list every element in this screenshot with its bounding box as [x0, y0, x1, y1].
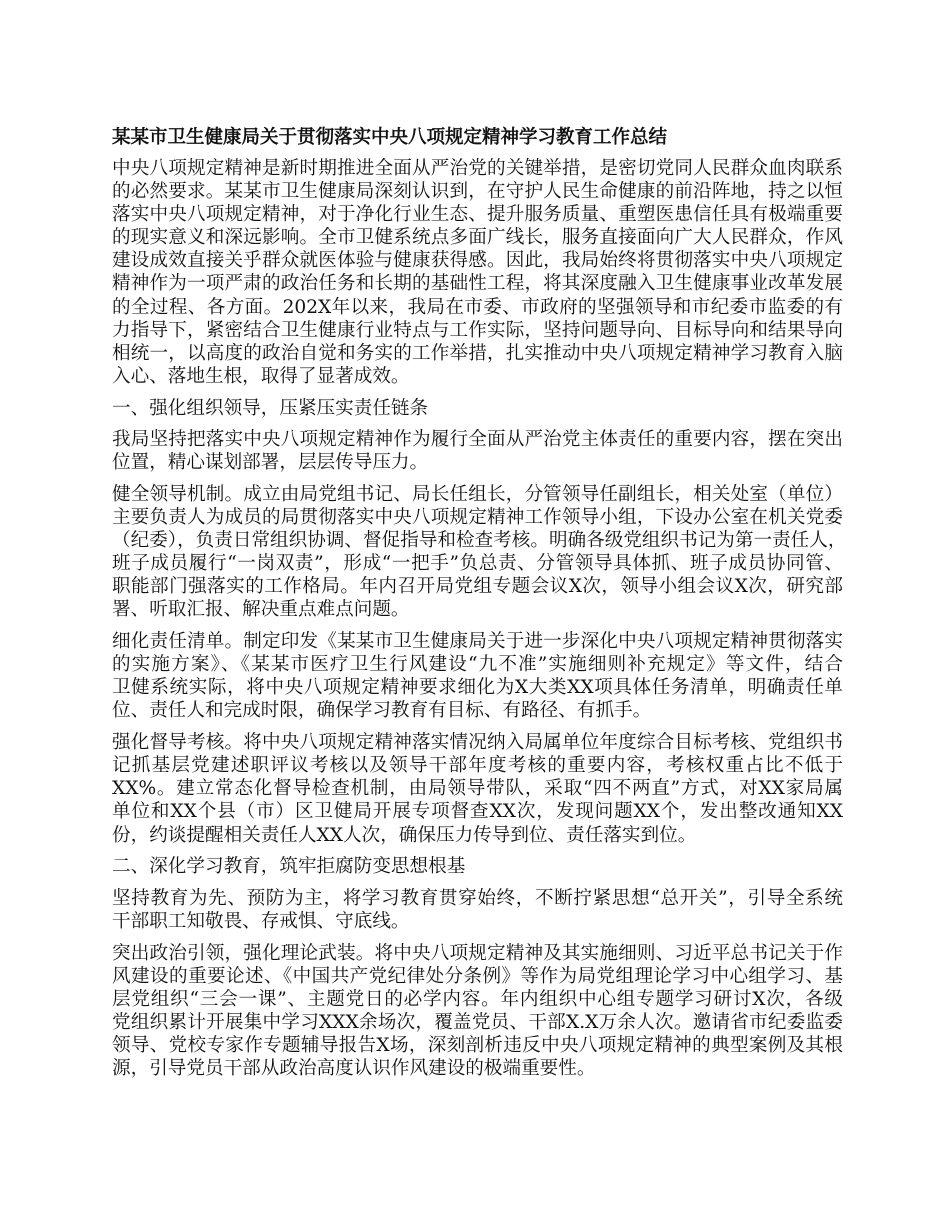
paragraph	[112, 731, 843, 846]
paragraph-line: 位、责任人和完成时限，确保学习教育有目标、有路径、有抓手。	[112, 700, 652, 722]
paragraph-line: 班子成员履行“一岗双责”，形成“一把手”负总责、分管领导具体抓、班子成员协同管、	[112, 553, 843, 575]
paragraph-line: 的全过程、各方面。202X年以来，我局在市委、市政府的坚强领导和市纪委市监委的有	[112, 296, 843, 318]
paragraph-line: 主要负责人为成员的局贯彻落实中央八项规定精神工作领导小组，下设办公室在机关党委	[112, 507, 843, 529]
paragraph-line: （纪委），负责日常组织协调、督促指导和检查考核。明确各级党组织书记为第一责任人，	[112, 530, 847, 552]
paragraph	[112, 428, 843, 474]
paragraph	[112, 942, 843, 1081]
heading-text: 二、深化学习教育，筑牢拒腐防变思想根基	[112, 856, 466, 878]
paragraph	[112, 887, 843, 933]
paragraph-line: 署、听取汇报、解决重点难点问题。	[112, 599, 410, 621]
paragraph-line: 单位和XX个县（市）区卫健局开展专项督查XX次，发现问题XX个，发出整改通知XX	[112, 801, 843, 823]
paragraph-line: 卫健系统实际，将中央八项规定精神要求细化为X大类XX项具体任务清单，明确责任单	[112, 677, 843, 699]
document-body	[112, 157, 847, 1080]
paragraph-line: 记抓基层党建述职评议考核以及领导干部年度考核的重要内容，考核权重占比不低于	[112, 755, 843, 777]
paragraph-line: 党组织累计开展集中学习XXX余场次，覆盖党员、干部X.X万余人次。邀请省市纪委监委	[112, 1011, 843, 1033]
paragraph-line: 建设成效直接关乎群众就医体验与健康获得感。因此，我局始终将贯彻落实中央八项规定	[112, 250, 843, 272]
paragraph-line: 的必然要求。某某市卫生健康局深刻认识到，在守护人民生命健康的前沿阵地，持之以恒	[112, 181, 843, 203]
paragraph-line: 层党组织“三会一课”、主题党日的必学内容。年内组织中心组专题学习研讨X次，各级	[112, 988, 843, 1010]
heading-text: 一、强化组织领导，压紧压实责任链条	[112, 397, 429, 419]
paragraph-line: 的现实意义和深远影响。全市卫健系统点多面广线长，服务直接面向广大人民群众，作风	[112, 227, 843, 249]
section-heading	[112, 397, 843, 420]
paragraph-line: 突出政治引领，强化理论武装。将中央八项规定精神及其实施细则、习近平总书记关于作	[112, 942, 843, 964]
paragraph-line: 细化责任清单。制定印发《某某市卫生健康局关于进一步深化中央八项规定精神贯彻落实	[112, 631, 843, 653]
paragraph-line: 相统一，以高度的政治自觉和务实的工作举措，扎实推动中央八项规定精神学习教育入脑	[112, 342, 843, 364]
paragraph	[112, 483, 847, 622]
paragraph-line: XX%。建立常态化督导检查机制，由局领导带队，采取“四不两直”方式，对XX家局属	[112, 778, 843, 800]
paragraph-line: 中央八项规定精神是新时期推进全面从严治党的关键举措，是密切党同人民群众血肉联系	[112, 158, 843, 179]
paragraph-line: 我局坚持把落实中央八项规定精神作为履行全面从严治党主体责任的重要内容，摆在突出	[112, 429, 843, 451]
paragraph-line: 力指导下，紧密结合卫生健康行业特点与工作实际，坚持问题导向、目标导向和结果导向	[112, 319, 843, 341]
paragraph	[112, 630, 843, 722]
paragraph-line: 位置，精心谋划部署，层层传导压力。	[112, 452, 429, 474]
paragraph-line: 职能部门强落实的工作格局。年内召开局党组专题会议X次，领导小组会议X次，研究部	[112, 576, 843, 598]
paragraph-line: 风建设的重要论述、《中国共产党纪律处分条例》等作为局党组理论学习中心组学习、基	[112, 965, 843, 987]
paragraph-line: 的实施方案》、《某某市医疗卫生行风建设“九不准”实施细则补充规定》等文件，结合	[112, 654, 843, 676]
paragraph-line: 健全领导机制。成立由局党组书记、局长任组长，分管领导任副组长，相关处室（单位）	[112, 484, 843, 505]
paragraph-line: 强化督导考核。将中央八项规定精神落实情况纳入局属单位年度综合目标考核、党组织书	[112, 732, 843, 754]
document-page	[112, 126, 847, 1080]
paragraph-line: 入心、落地生根，取得了显著成效。	[112, 365, 410, 387]
paragraph-line: 源，引导党员干部从政治高度认识作风建设的极端重要性。	[112, 1058, 596, 1080]
section-heading	[112, 855, 843, 878]
paragraph-line: 精神作为一项严肃的政治任务和长期的基础性工程，将其深度融入卫生健康事业改革发展	[112, 273, 843, 295]
document-title: 某某市卫生健康局关于贯彻落实中央八项规定精神学习教育工作总结	[112, 127, 668, 148]
paragraph-line: 份，约谈提醒相关责任人XX人次，确保压力传导到位、责任落实到位。	[112, 824, 697, 846]
paragraph-line: 落实中央八项规定精神，对于净化行业生态、提升服务质量、重塑医患信任具有极端重要	[112, 204, 843, 226]
paragraph-line: 干部职工知敬畏、存戒惧、守底线。	[112, 910, 410, 932]
paragraph-line: 领导、党校专家作专题辅导报告X场，深刻剖析违反中央八项规定精神的典型案例及其根	[112, 1035, 843, 1057]
paragraph	[112, 157, 843, 388]
paragraph-line: 坚持教育为先、预防为主，将学习教育贯穿始终，不断拧紧思想“总开关”，引导全系统	[112, 887, 843, 909]
